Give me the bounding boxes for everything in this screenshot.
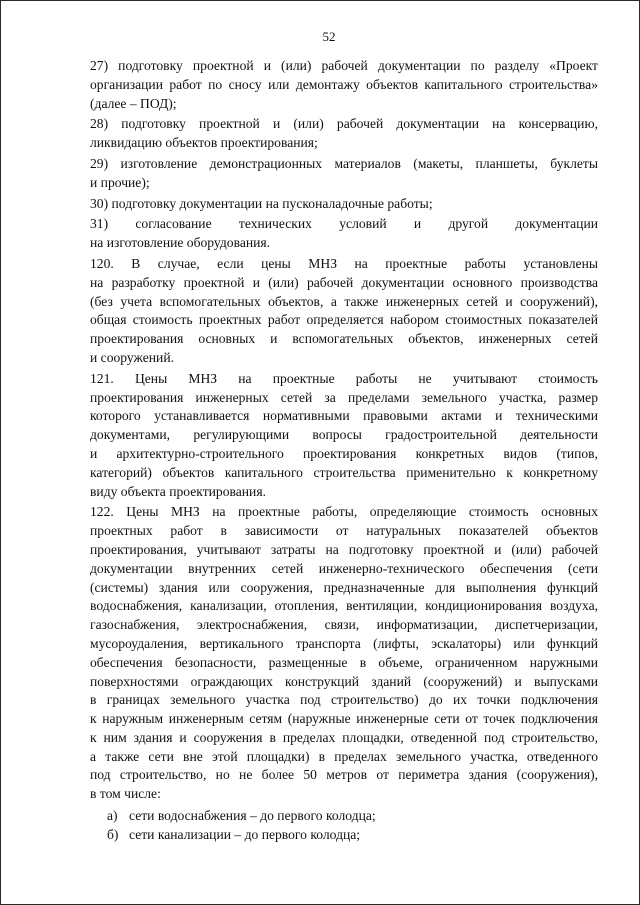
text-line: 120. В случае, если цены МНЗ на проектные работы установлены [90,255,598,271]
text-line: (далее – ПОД); [90,95,177,111]
text-line: в том числе: [90,786,161,802]
paragraph [60,503,598,804]
text-line: поверхностями ограждающих конструкций зданий (сооружений) и выпусками [90,673,598,689]
text-line: которого устанавливается нормативными правовыми актами и техническими [90,408,598,424]
text-line: 29) изготовление демонстрационных материалов (макеты, планшеты, буклеты [90,155,598,171]
paragraph [60,57,598,113]
document-list [60,806,598,844]
text-line: водоснабжения, канализации, отопления, вентиляции, кондиционирования воздуха, [90,598,598,614]
text-line: 27) подготовку проектной и (или) рабочей документации по разделу «Проект [90,58,598,73]
list-text: сети водоснабжения – до первого колодца; [129,808,376,824]
text-line: категорий) объектов капитального строительства применительно к конкретному [90,464,598,480]
paragraph [60,155,598,193]
text-line: (без учета вспомогательных объектов, а также инженерных сетей и сооружений), [90,293,598,309]
text-line: и прочие); [90,174,150,190]
text-line: документации внутренних сетей инженерно-технического обеспечения (сети [90,560,598,576]
text-line: под строительство, но не более 50 метров от периметра здания (сооружения), [90,767,598,783]
text-line: проектирования инженерных сетей за пределами земельного участка, размер [90,389,598,405]
text-line: 28) подготовку проектной и (или) рабочей документации на консервацию, [90,116,598,132]
text-line: ликвидацию объектов проектирования; [90,135,318,151]
text-line: к ним здания и сооружения в пределах площадки, отведенной под строительство, [90,729,598,745]
text-line: организации работ по сносу или демонтажу объектов капитального строительства» [90,76,598,92]
paragraph [60,215,598,253]
paragraph [60,255,598,368]
text-line: проектирования основных и вспомогательных объектов, инженерных сетей [90,331,598,347]
text-line: общая стоимость проектных работ определяется набором стоимостных показателей [90,312,598,328]
paragraph [60,195,598,214]
text-line: проектирования, учитывают затраты на подготовку проектной и (или) рабочей [90,541,598,557]
text-line: к наружным инженерным сетям (наружные инженерные сети от точек подключения [90,711,598,727]
page-number: 52 [322,29,336,44]
text-line: мусороудаления, вертикального транспорта (лифты, эскалаторы) или функций [90,635,598,651]
paragraph [60,115,598,153]
text-line: на разработку проектной и (или) рабочей документации основного производства [90,274,598,290]
list-item [60,825,598,844]
text-line: виду объекта проектирования. [90,483,266,499]
text-line: документами, регулирующими вопросы градостроительной деятельности [90,427,598,443]
text-line: обеспечения безопасности, размещенные в объеме, ограниченном наружными [90,654,598,670]
text-line: в границах земельного участка под строительство) до их точки подключения [90,692,598,708]
text-line: на изготовление оборудования. [90,235,271,251]
text-line: 122. Цены МНЗ на проектные работы, определяющие стоимость основных [90,504,598,520]
list-text: сети канализации – до первого колодца; [129,827,361,843]
text-line: 121. Цены МНЗ на проектные работы не учитывают стоимость [90,370,598,386]
list-item [60,806,598,825]
list-marker: б) [107,827,119,843]
text-line: 30) подготовку документации на пусконаладочные работы; [90,195,433,211]
text-line: а также сети вне этой площадки) в пределах земельного участка, отведенного [90,748,598,764]
text-line: 31) согласование технических условий и другой документации [90,216,598,232]
text-line: проектных работ в зависимости от натуральных показателей объектов [90,523,598,539]
text-line: и сооружений. [90,349,175,365]
list-marker: а) [107,808,118,824]
document-body [60,57,598,804]
text-line: газоснабжения, электроснабжения, связи, информатизации, диспетчеризации, [90,617,598,633]
paragraph [60,370,598,502]
text-line: и архитектурно-строительного проектирования конкретных видов (типов, [90,445,598,461]
text-line: (системы) здания или сооружения, предназначенные для выполнения функций [90,579,598,595]
